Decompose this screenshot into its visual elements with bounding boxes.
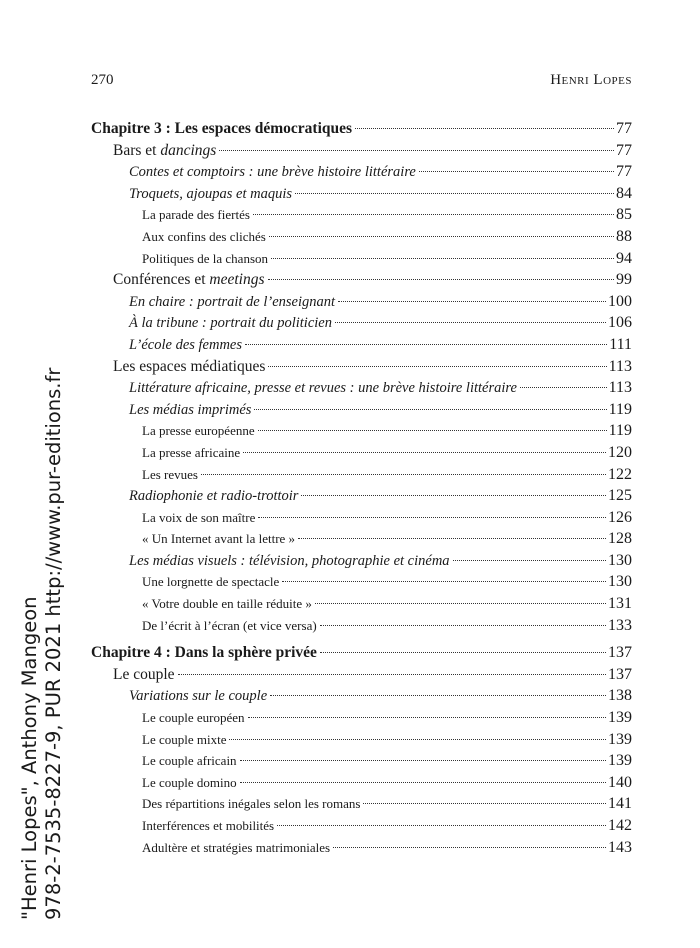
toc-entry-title-text: Le couple domino	[142, 774, 237, 790]
toc-entry	[91, 729, 632, 751]
toc-entry-page: 141	[608, 795, 632, 813]
toc-entry	[91, 528, 632, 550]
toc-entry-title-text: Bars et	[113, 141, 161, 159]
toc-entry-page: 77	[616, 163, 632, 181]
toc-dot-leader	[320, 652, 606, 653]
toc-entry-page: 85	[616, 206, 632, 224]
toc-entry-title-text: Radiophonie et radio-trottoir	[129, 488, 299, 505]
toc-entry	[91, 334, 632, 356]
toc-entry	[91, 140, 632, 162]
toc-entry-title	[91, 118, 353, 140]
toc-entry-title	[129, 686, 268, 708]
toc-entry-title	[113, 140, 217, 162]
toc-entry-page: 142	[608, 817, 632, 834]
toc-entry-title-text: Troquets, ajoupas et maquis	[129, 185, 293, 202]
toc-entry-title	[142, 571, 280, 593]
toc-entry-page: 126	[608, 508, 632, 526]
toc-entry-title-text: La voix de son maître	[142, 509, 256, 525]
toc-entry-title	[142, 528, 296, 550]
toc-entry-title-text: Interférences et mobilités	[142, 818, 275, 833]
toc-entry-title	[129, 551, 451, 573]
toc-dot-leader	[419, 171, 614, 172]
toc-entry-title-text: Aux confins des clichés	[142, 228, 266, 244]
toc-entry	[91, 399, 632, 421]
toc-entry-title-text: « Votre double en taille réduite »	[142, 596, 312, 612]
toc-entry-title	[129, 400, 252, 422]
toc-dot-leader	[335, 322, 606, 323]
toc-entry	[91, 161, 632, 183]
toc-entry-title-text: Le couple	[113, 665, 175, 683]
toc-entry-title-text: Des répartitions inégales selon les romans	[142, 796, 361, 812]
toc-entry-page: 94	[616, 249, 632, 267]
toc-entry	[91, 356, 632, 378]
toc-entry	[91, 685, 632, 707]
toc-entry-title-text: L’école des femmes	[129, 336, 243, 353]
toc-entry-page: 113	[608, 357, 632, 375]
toc-entry-page: 137	[608, 665, 632, 683]
toc-dot-leader	[258, 517, 606, 518]
toc-entry-title	[142, 750, 238, 772]
table-of-contents	[91, 118, 632, 858]
toc-entry-title-text: Les espaces médiatiques	[113, 357, 266, 375]
toc-dot-leader	[240, 760, 606, 761]
toc-entry-page: 139	[608, 730, 632, 748]
watermark-line-1: "Henri Lopes", Anthony Mangeon	[18, 596, 41, 920]
toc-entry-page: 77	[616, 141, 632, 159]
toc-entry-title-text: Les revues	[142, 466, 198, 482]
toc-entry-title-text: Chapitre 4 : Dans la sphère privée	[91, 644, 317, 662]
toc-entry-title-text: Conférences et	[113, 271, 210, 289]
toc-entry-page: 139	[608, 709, 632, 727]
toc-dot-leader	[270, 695, 606, 696]
toc-dot-leader	[355, 128, 614, 129]
toc-entry-page: 120	[608, 443, 632, 461]
toc-entry	[91, 183, 632, 205]
toc-entry-title-text: Le couple mixte	[142, 731, 227, 747]
toc-entry-title-text: Contes et comptoirs : une brève histoire littéraire	[129, 164, 416, 181]
toc-dot-leader	[453, 560, 606, 561]
toc-entry	[91, 664, 632, 686]
toc-entry-title	[142, 837, 331, 859]
toc-dot-leader	[282, 581, 606, 582]
toc-entry-title-text: La presse européenne	[142, 423, 255, 439]
toc-entry	[91, 793, 632, 815]
toc-entry	[91, 248, 632, 270]
toc-entry-title-text: Variations sur le couple	[129, 688, 268, 705]
running-head: Henri Lopes	[550, 72, 632, 88]
toc-entry	[91, 593, 632, 615]
toc-entry-page: 137	[608, 644, 632, 662]
toc-entry-title-emphasis: meetings	[209, 271, 265, 289]
toc-entry	[91, 772, 632, 794]
toc-dot-leader	[240, 782, 606, 783]
toc-entry-title	[142, 226, 267, 248]
toc-entry	[91, 707, 632, 729]
toc-entry-title-text: Adultère et stratégies matrimoniales	[142, 839, 331, 855]
toc-entry	[91, 507, 632, 529]
toc-entry-title	[113, 664, 176, 686]
toc-entry-title	[129, 335, 243, 357]
toc-entry-title	[129, 378, 518, 400]
toc-entry-title-text: Le couple européen	[142, 710, 245, 726]
toc-entry-title-text: Une lorgnette de spectacle	[142, 574, 280, 590]
toc-entry	[91, 118, 632, 140]
toc-entry	[91, 269, 632, 291]
toc-entry	[91, 485, 632, 507]
toc-entry-title-text: Littérature africaine, presse et revues : une brève histoire littéraire	[129, 380, 517, 397]
toc-dot-leader	[258, 430, 607, 431]
toc-dot-leader	[253, 214, 614, 215]
toc-entry-title	[129, 162, 417, 184]
toc-dot-leader	[320, 625, 606, 626]
toc-entry-title-emphasis: dancings	[160, 141, 217, 159]
toc-entry-title	[91, 642, 318, 664]
toc-entry-title-text: La parade des fiertés	[142, 207, 250, 223]
toc-entry-page: 84	[616, 184, 632, 202]
toc-entry-page: 88	[616, 227, 632, 245]
toc-entry-title	[142, 420, 256, 442]
toc-dot-leader	[248, 717, 606, 718]
toc-entry	[91, 291, 632, 313]
toc-entry-title-text: La presse africaine	[142, 444, 241, 460]
toc-entry-page: 139	[608, 752, 632, 770]
toc-dot-leader	[201, 474, 606, 475]
toc-dot-leader	[338, 301, 606, 302]
toc-dot-leader	[315, 603, 606, 604]
toc-entry-page: 119	[608, 422, 632, 440]
toc-entry-title	[142, 442, 241, 464]
toc-entry-page: 130	[608, 551, 632, 569]
watermark-line-2: 978-2-7535-8227-9, PUR 2021 http://www.pur-editions.fr	[42, 367, 65, 920]
toc-entry-title-text: De l’écrit à l’écran (et vice versa)	[142, 617, 317, 633]
toc-dot-leader	[298, 538, 606, 539]
toc-entry-title	[142, 793, 361, 815]
toc-entry-page: 113	[608, 379, 632, 397]
toc-entry-title	[113, 269, 266, 291]
toc-dot-leader	[269, 236, 614, 237]
toc-dot-leader	[520, 387, 607, 388]
toc-entry-title	[129, 292, 336, 314]
toc-entry	[91, 815, 632, 837]
toc-entry-title	[142, 815, 275, 837]
toc-entry	[91, 377, 632, 399]
toc-dot-leader	[333, 847, 606, 848]
toc-dot-leader	[219, 150, 614, 151]
toc-entry-title	[142, 772, 238, 794]
toc-dot-leader	[295, 193, 614, 194]
toc-dot-leader	[178, 674, 606, 675]
toc-dot-leader	[243, 452, 606, 453]
toc-entry-title	[142, 593, 313, 615]
toc-entry-title	[142, 248, 269, 270]
toc-entry-title-text: « Un Internet avant la lettre »	[142, 531, 296, 547]
toc-entry-page: 131	[608, 595, 632, 613]
toc-entry-title	[129, 184, 293, 206]
toc-dot-leader	[268, 366, 606, 367]
toc-entry	[91, 615, 632, 637]
toc-entry-title	[142, 615, 318, 637]
toc-entry-title-text: Les médias visuels : télévision, photographie et cinéma	[129, 552, 450, 569]
toc-entry-page: 140	[608, 773, 632, 791]
toc-entry-page: 111	[609, 335, 632, 353]
toc-entry-title	[142, 707, 246, 729]
toc-dot-leader	[271, 258, 614, 259]
watermark	[18, 368, 66, 920]
toc-entry	[91, 420, 632, 442]
toc-entry	[91, 837, 632, 859]
toc-dot-leader	[268, 279, 614, 280]
toc-entry-page: 128	[608, 530, 632, 548]
toc-entry-title-text: À la tribune : portrait du politicien	[129, 315, 332, 332]
toc-entry-title	[142, 507, 256, 529]
toc-entry-page: 138	[608, 687, 632, 705]
toc-dot-leader	[301, 495, 606, 496]
toc-entry-title-text: En chaire : portrait de l’enseignant	[129, 293, 336, 310]
page-number: 270	[91, 72, 114, 88]
toc-dot-leader	[229, 739, 606, 740]
toc-entry-title-text: Les médias imprimés	[129, 401, 252, 418]
toc-entry-title	[142, 204, 251, 226]
toc-entry-page: 99	[616, 271, 632, 289]
toc-entry-page: 130	[608, 573, 632, 591]
toc-dot-leader	[363, 803, 606, 804]
toc-entry-title	[113, 356, 266, 378]
toc-entry-title	[142, 729, 227, 751]
toc-entry	[91, 442, 632, 464]
toc-dot-leader	[245, 344, 607, 345]
toc-entry	[91, 226, 632, 248]
toc-entry-title-text: Chapitre 3 : Les espaces démocratiques	[91, 120, 353, 137]
toc-dot-leader	[254, 409, 606, 410]
toc-entry-title	[129, 486, 299, 508]
toc-entry	[91, 204, 632, 226]
toc-entry-page: 125	[608, 487, 632, 505]
toc-entry	[91, 571, 632, 593]
toc-entry	[91, 750, 632, 772]
toc-entry	[91, 312, 632, 334]
toc-entry	[91, 464, 632, 486]
toc-entry-page: 133	[608, 616, 632, 634]
toc-entry-title	[142, 464, 199, 486]
toc-dot-leader	[277, 825, 606, 826]
toc-entry-page: 143	[608, 838, 632, 856]
toc-entry-title-text: Le couple africain	[142, 753, 237, 769]
toc-entry-title	[129, 313, 333, 335]
toc-entry-page: 106	[608, 314, 632, 332]
toc-entry-page: 122	[608, 465, 632, 483]
toc-entry	[91, 642, 632, 664]
toc-entry-page: 119	[608, 400, 632, 418]
toc-entry-title-text: Politiques de la chanson	[142, 250, 269, 266]
toc-entry-page: 100	[608, 292, 632, 310]
toc-entry	[91, 550, 632, 572]
toc-entry-page: 77	[616, 120, 632, 137]
